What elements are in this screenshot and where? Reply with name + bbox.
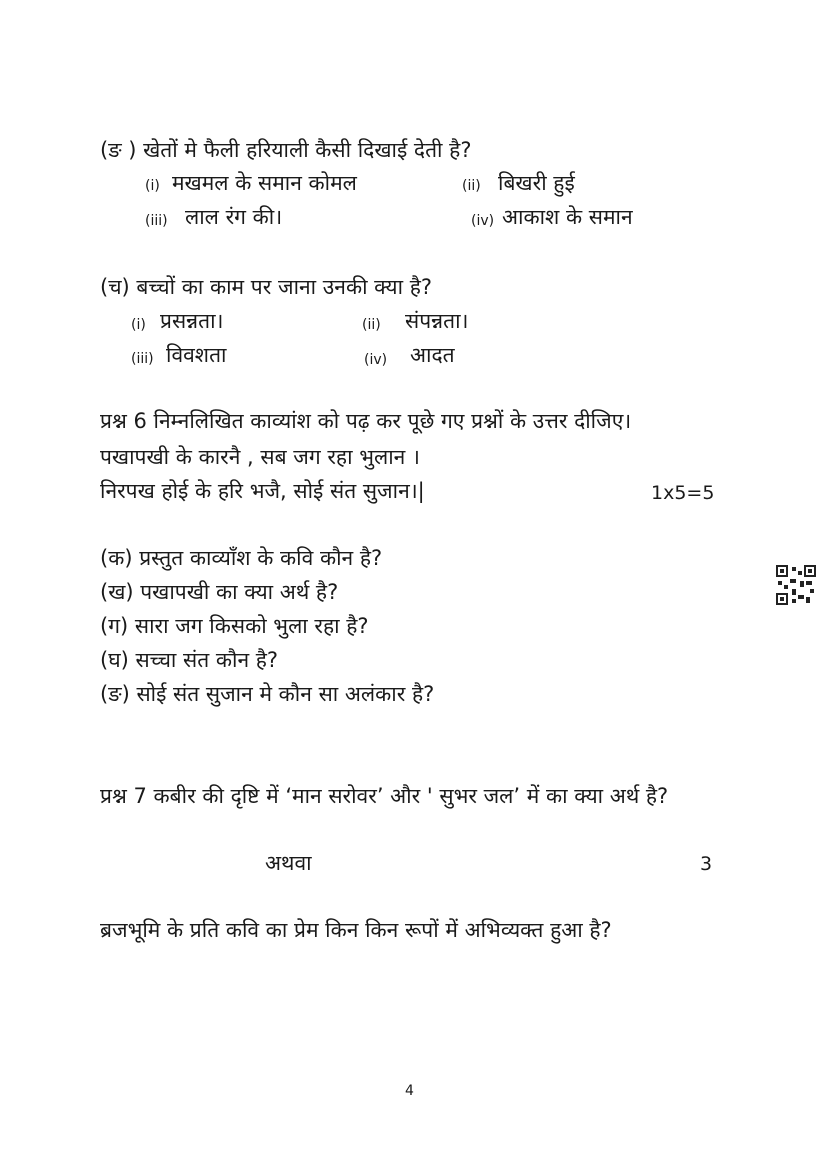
sub-question: (ङ) सोई संत सुजान मे कौन सा अलंकार है? — [100, 682, 435, 706]
option-number: (iv) — [364, 352, 388, 368]
option-number: (iv) — [471, 213, 495, 229]
sub-question: (ग) सारा जग किसको भुला रहा है? — [100, 614, 369, 638]
page-number: 4 — [405, 1083, 414, 1099]
qr-code-icon — [776, 565, 816, 605]
sub-question: (घ) सच्चा संत कौन है? — [100, 648, 279, 672]
option-text: प्रसन्नता। — [160, 309, 224, 333]
option-text: विवशता — [166, 343, 227, 367]
option-text: आकाश के समान — [502, 205, 633, 229]
option-text: संपन्नता। — [405, 309, 469, 333]
question-7: प्रश्न 7 कबीर की दृष्टि में ‘मान सरोवर’ और ' सुभर जल’ में का क्या अर्थ है? — [100, 784, 669, 808]
option-text: मखमल के समान कोमल — [172, 171, 357, 195]
verse-line: निरपख होई के हरि भजै, सोई संत सुजान।| — [100, 479, 425, 503]
sub-question: (क) प्रस्तुत काव्याँश के कवि कौन है? — [100, 546, 383, 570]
sub-question: (ख) पखापखी का क्या अर्थ है? — [100, 580, 339, 604]
option-number: (iii) — [145, 213, 168, 229]
alternative-question: ब्रजभूमि के प्रति कवि का प्रेम किन किन रूपों में अभिव्यक्त हुआ है? — [100, 918, 612, 942]
option-text: बिखरी हुई — [498, 171, 575, 195]
option-number: (ii) — [462, 178, 481, 194]
option-number: (iii) — [131, 351, 154, 367]
question-6-heading: प्रश्न 6 निम्नलिखित काव्यांश को पढ़ कर पूछे गए प्रश्नों के उत्तर दीजिए। — [100, 409, 632, 433]
option-text: लाल रंग की। — [185, 205, 283, 229]
option-text: आदत — [410, 343, 455, 367]
verse-line: पखापखी के कारनै , सब जग रहा भुलान । — [100, 445, 420, 469]
marks: 3 — [700, 853, 713, 875]
option-number: (i) — [131, 317, 146, 333]
marks: 1x5=5 — [651, 482, 715, 504]
option-number: (ii) — [362, 317, 381, 333]
question-5e: (ङ ) खेतों मे फैली हरियाली कैसी दिखाई देती है? — [100, 138, 472, 162]
or-label: अथवा — [265, 851, 312, 875]
option-number: (i) — [145, 178, 160, 194]
question-5f: (च) बच्चों का काम पर जाना उनकी क्या है? — [100, 275, 433, 299]
